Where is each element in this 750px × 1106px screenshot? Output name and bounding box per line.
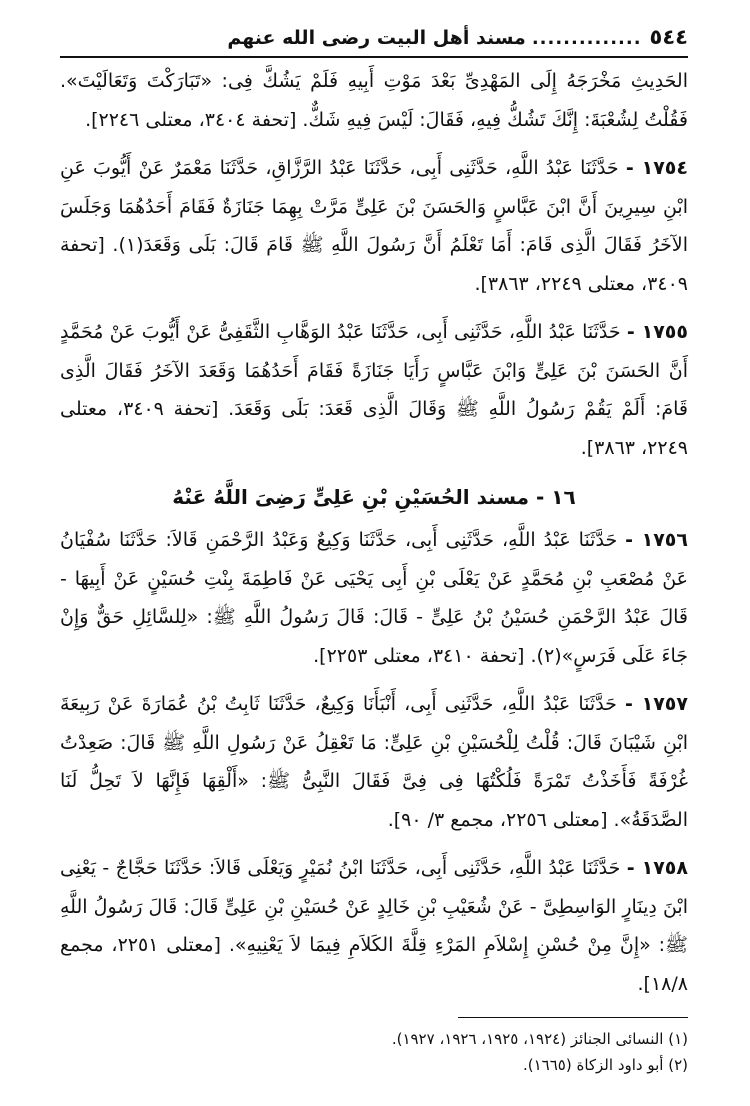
hadith-1756 [60, 521, 688, 675]
hadith-text: حَدَّثَنَا عَبْدُ اللَّهِ، حَدَّثَنِى أَبِى، حَدَّثَنَا عَبْدُ الوَهَّابِ الثَّقَفِىُّ عَنْ أَيُّوبَ عَنْ مُحَمَّدٍ أَنَّ الحَسَنَ بْنَ عَلِىٍّ وَابْنَ عَبَّاسٍ رَأَيَا جَنَازَةً فَقَامَ أَحَدُهُمَا وَقَعَدَ الآخَرُ فَقَالَ الَّذِى قَامَ: أَلَمْ يَقُمْ رَسُولُ اللَّهِ ﷺ وَقَالَ الَّذِى قَعَدَ: بَلَى وَقَعَدَ. [تحفة ٣٤٠٩، معتلى ٢٢٤٩، ٣٨٦٣]. [60, 321, 689, 459]
continuation-paragraph: الحَدِيثِ مَخْرَجَهُ إِلَى المَهْدِىِّ بَعْدَ مَوْتِ أَبِيهِ فَلَمْ يَشُكَّ فِى: «تَبَارَكْتَ وَتَعَالَيْتَ». فَقُلْتُ لِشُعْبَةَ: إِنَّكَ تَشُكُّ فِيهِ، فَقَالَ: لَيْسَ فِيهِ شَكٌّ. [تحفة ٣٤٠٤، معتلى ٢٢٤٦]. [60, 70, 688, 131]
hadith-number: ١٧٥٦ - [625, 529, 688, 551]
header-rule [60, 56, 688, 58]
hadith-text: حَدَّثَنَا عَبْدُ اللَّهِ، حَدَّثَنِى أَبِى، حَدَّثَنَا وَكِيعٌ وَعَبْدُ الرَّحْمَنِ قَالاَ: حَدَّثَنَا سُفْيَانُ عَنْ مُصْعَبِ بْنِ مُحَمَّدٍ عَنْ يَعْلَى بْنِ أَبِى يَحْيَى عَنْ فَاطِمَةَ بِنْتِ حُسَيْنٍ عَنْ أَبِيهَا - قَالَ عَبْدُ الرَّحْمَنِ حُسَيْنُ بْنُ عَلِىٍّ - قَالَ: قَالَ رَسُولُ اللَّهِ ﷺ: «لِلسَّائِلِ حَقٌّ وَإِنْ جَاءَ عَلَى فَرَسٍ»(٢). [تحفة ٣٤١٠، معتلى ٢٢٥٣]. [60, 529, 688, 667]
footnote-2: (٢) أبو داود الزكاة (١٦٦٥). [522, 1056, 688, 1074]
running-header [60, 22, 688, 56]
header-title: مسند أهل البيت رضى الله عنهم [227, 27, 526, 49]
page-number: ٥٤٤ [649, 25, 688, 49]
hadith-1758 [60, 849, 688, 1003]
section-heading: ١٦ - مسند الحُسَيْنِ بْنِ عَلِىٍّ رَضِىَ اللَّهُ عَنْهُ [172, 485, 576, 509]
footnote-1: (١) النسائى الجنائز (١٩٢٤، ١٩٢٥، ١٩٢٦، ١٩٢٧). [391, 1030, 688, 1048]
hadith-number: ١٧٥٧ - [625, 693, 688, 715]
hadith-number: ١٧٥٤ - [625, 157, 688, 179]
hadith-1755 [60, 313, 688, 467]
footnote-rule [458, 1017, 688, 1018]
hadith-text: حَدَّثَنَا عَبْدُ اللَّهِ، حَدَّثَنِى أَبِى، حَدَّثَنَا ابْنُ نُمَيْرٍ وَيَعْلَى قَالاَ: حَدَّثَنَا حَجَّاجٌ - يَعْنِى ابْنَ دِينَارٍ الوَاسِطِىَّ - عَنْ شُعَيْبِ بْنِ خَالِدٍ عَنْ حُسَيْنِ بْنِ عَلِىٍّ قَالَ: قَالَ رَسُولُ اللَّهِ ﷺ: «إِنَّ مِنْ حُسْنِ إِسْلاَمِ المَرْءِ قِلَّةَ الكَلاَمِ فِيمَا لاَ يَعْنِيهِ». [معتلى ٢٢٥١، مجمع ١٨/٨]. [60, 857, 688, 995]
hadith-text: حَدَّثَنَا عَبْدُ اللَّهِ، حَدَّثَنِى أَبِى، أَنْبَأَنَا وَكِيعٌ، حَدَّثَنَا ثَابِتُ بْنُ عُمَارَةَ عَنْ رَبِيعَةَ ابْنِ شَيْبَانَ قَالَ: قُلْتُ لِلْحُسَيْنِ بْنِ عَلِىٍّ: مَا تَعْقِلُ عَنْ رَسُولِ اللَّهِ ﷺ قَالَ: صَعِدْتُ غُرْفَةً فَأَخَذْتُ تَمْرَةً فَلُكْتُهَا فِى فِىَّ فَقَالَ النَّبِىُّ ﷺ: «أَلْقِهَا فَإِنَّهَا لاَ تَحِلُّ لَنَا الصَّدَقَةُ». [معتلى ٢٢٥٦، مجمع ٣/ ٩٠]. [60, 693, 688, 831]
hadith-number: ١٧٥٥ - [626, 321, 688, 343]
hadith-1757 [60, 685, 688, 839]
header-dots: .............. [531, 28, 642, 49]
hadith-text: حَدَّثَنَا عَبْدُ اللَّهِ، حَدَّثَنِى أَبِى، حَدَّثَنَا عَبْدُ الرَّزَّاقِ، حَدَّثَنَا مَعْمَرٌ عَنْ أَيُّوبَ عَنِ ابْنِ سِيرِينَ أَنَّ ابْنَ عَبَّاسٍ وَالحَسَنَ بْنَ عَلِىٍّ مَرَّتْ بِهِمَا جَنَازَةٌ فَقَامَ أَحَدُهُمَا وَجَلَسَ الآخَرُ فَقَالَ الَّذِى قَامَ: أَمَا تَعْلَمُ أَنَّ رَسُولَ اللَّهِ ﷺ قَامَ قَالَ: بَلَى وَقَعَدَ(١). [تحفة ٣٤٠٩، معتلى ٢٢٤٩، ٣٨٦٣]. [60, 157, 688, 295]
hadith-number: ١٧٥٨ - [626, 857, 688, 879]
hadith-1754 [60, 149, 688, 303]
